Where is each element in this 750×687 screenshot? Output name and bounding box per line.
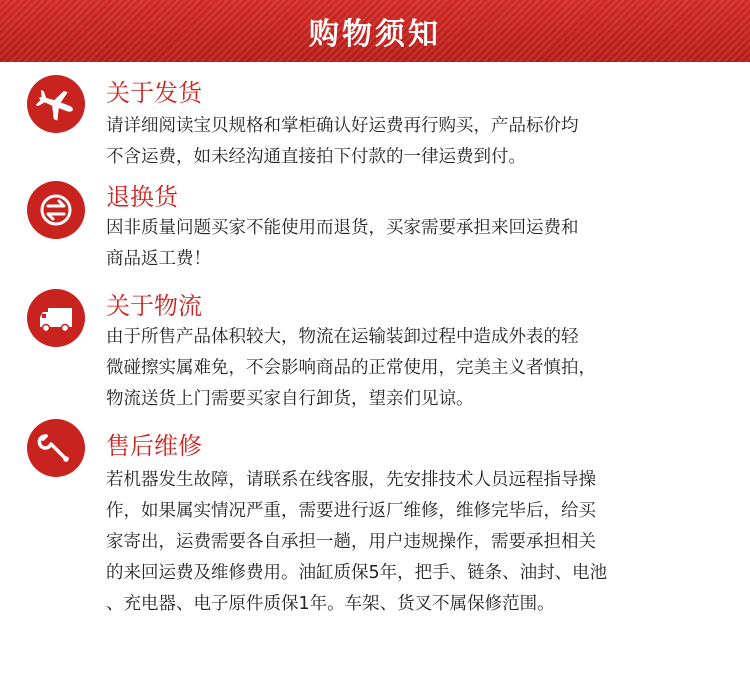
section-body [106, 213, 696, 275]
body-line: 家寄出，运费需要各自承担一趟，用户违规操作，需要承担相关 [106, 532, 596, 552]
body-line: 、充电器、电子原件质保1年。车架、货叉不属保修范围。 [106, 594, 555, 614]
section-body [106, 111, 696, 173]
body-line: 不含运费，如未经沟通直接拍下付款的一律运费到付。 [106, 147, 526, 167]
body-line: 因非质量问题买家不能使用而退货，买家需要承担来回运费和 [106, 218, 579, 238]
section-title: 关于物流 [106, 292, 202, 320]
body-line: 的来回运费及维修费用。油缸质保5年，把手、链条、油封、电池 [106, 563, 608, 583]
wrench-icon [27, 419, 85, 477]
section-body [106, 322, 696, 415]
section-body [106, 465, 696, 620]
exchange-icon [27, 181, 85, 239]
body-line: 请详细阅读宝贝规格和掌柜确认好运费再行购买，产品标价均 [106, 116, 579, 136]
body-line: 商品返工费！ [106, 249, 211, 269]
page-title: 购物须知 [309, 17, 441, 52]
body-line: 由于所售产品体积较大，物流在运输装卸过程中造成外表的轻 [106, 327, 579, 347]
body-line: 作，如果属实情况严重，需要进行返厂维修，维修完毕后，给买 [106, 501, 596, 521]
section-title: 售后维修 [106, 432, 202, 460]
section-title: 关于发货 [106, 79, 202, 107]
body-line: 物流送货上门需要买家自行卸货，望亲们见谅。 [106, 389, 474, 409]
header-banner [0, 0, 750, 62]
body-line: 微碰擦实属难免，不会影响商品的正常使用，完美主义者慎拍， [106, 358, 596, 378]
section-title: 退换货 [106, 183, 178, 211]
airplane-icon [27, 75, 85, 133]
body-line: 若机器发生故障，请联系在线客服，先安排技术人员远程指导操 [106, 470, 596, 490]
truck-icon [27, 289, 85, 347]
